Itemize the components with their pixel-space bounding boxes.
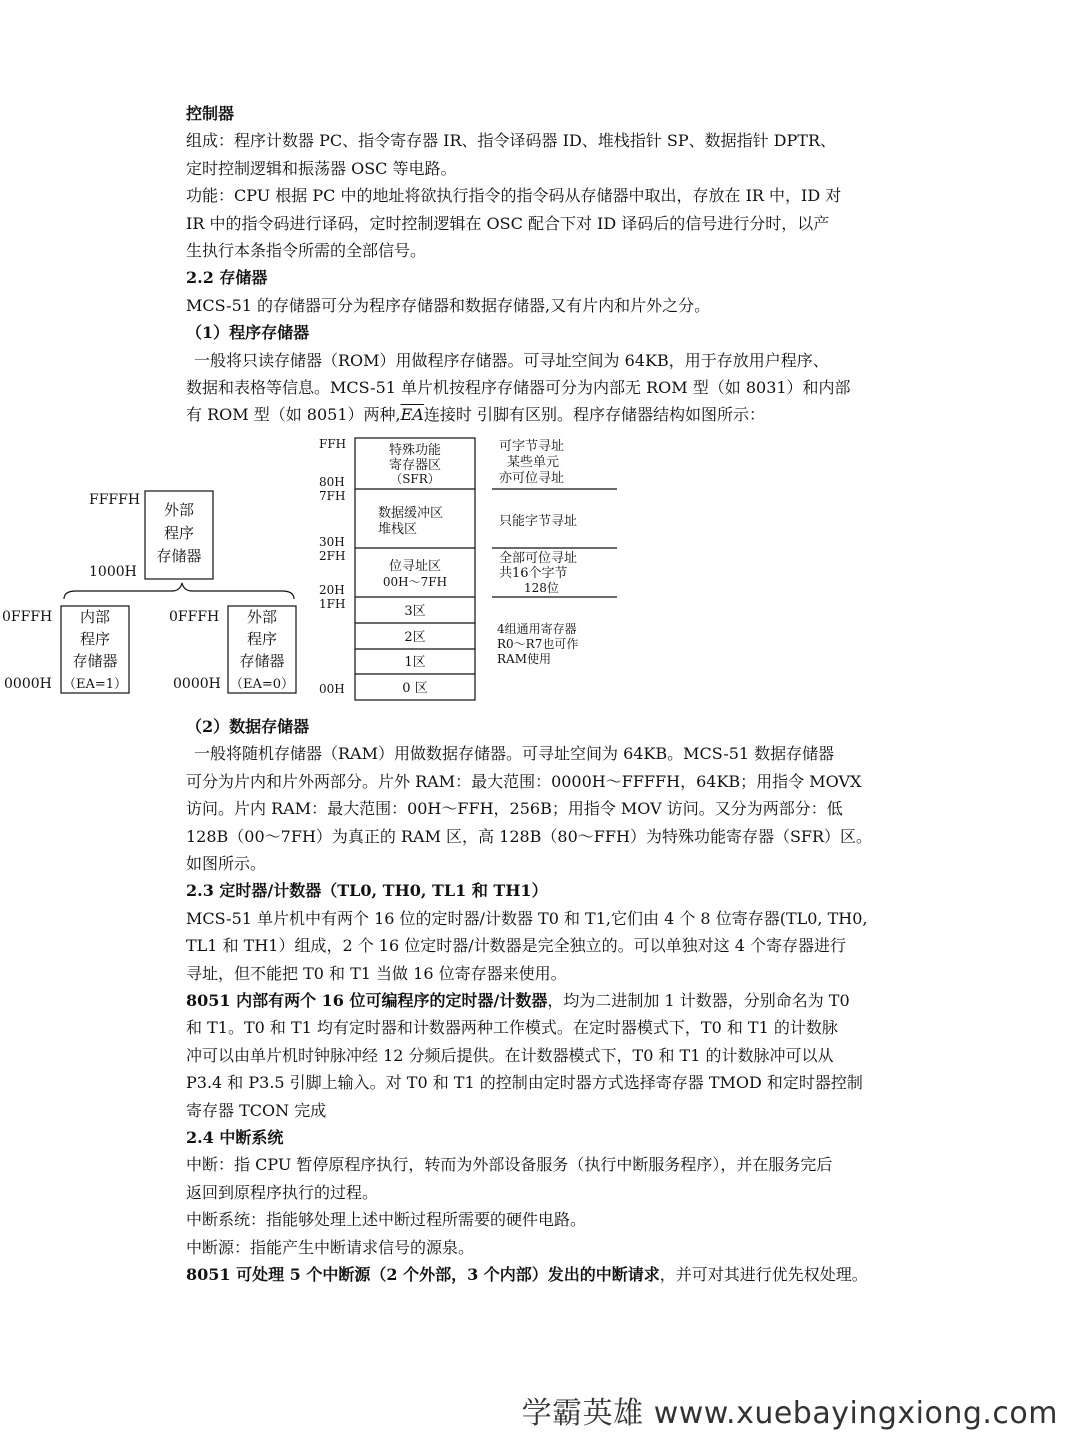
addr-7fh: 7FH (319, 488, 346, 503)
ext2-box-line-4: （EA=0） (229, 676, 295, 692)
ext2-box-line-3: 存储器 (239, 651, 285, 670)
inner-box-line-3: 存储器 (72, 651, 118, 670)
ext2-box-line-1: 外部 (246, 607, 278, 626)
ext2-box-line-2: 程序 (246, 629, 278, 648)
controller-line-1: 组成：程序计数器 PC、指令寄存器 IR、指令译码器 ID、堆栈指针 SP、数据指针 DPTR、 (186, 131, 836, 151)
desc-buffer: 只能字节寻址 (499, 513, 578, 529)
interrupt-heading: 2.4 中断系统 (186, 1127, 284, 1147)
timer-p2-line-5: 寄存器 TCON 完成 (186, 1100, 327, 1120)
ext-top-line-3: 存储器 (156, 546, 202, 565)
buffer-line-1: 数据缓冲区 (378, 505, 444, 521)
addr-2fh: 2FH (319, 548, 346, 563)
timer-p2-bold: 8051 内部有两个 16 位可编程序的定时器/计数器 (186, 990, 548, 1010)
inner-end-label: 0000H (4, 675, 52, 692)
data-memory-line-1: 一般将随机存储器（RAM）用做数据存储器。可寻址空间为 64KB。MCS-51 数据存储器 (194, 744, 835, 764)
ffffh-label: FFFFH (89, 491, 141, 508)
desc-banks-2: R0～R7也可作 (497, 636, 579, 651)
memory-intro: MCS-51 的存储器可分为程序存储器和数据存储器,又有片内和片外之分。 (186, 295, 711, 315)
controller-line-2: 定时控制逻辑和振荡器 OSC 等电路。 (186, 158, 457, 178)
site-watermark: 学霸英雄 www.xuebayingxiong.com (521, 1396, 1058, 1431)
timer-p2-line-3: 冲可以由单片机时钟脉冲经 12 分频后提供。在计数器模式下，T0 和 T1 的计数脉冲可以从 (186, 1045, 834, 1065)
program-memory-line-3b: 连接时 引脚有区别。程序存储器结构如图所示： (423, 405, 765, 425)
timer-line-3: 寻址，但不能把 T0 和 T1 当做 16 位寄存器来使用。 (186, 963, 567, 983)
controller-heading: 控制器 (186, 104, 235, 123)
interrupt-line-4: 中断源：指能产生中断请求信号的源泉。 (186, 1237, 475, 1257)
ext-top-line-2: 程序 (163, 523, 195, 542)
data-memory-line-5: 如图所示。 (186, 853, 267, 873)
interrupt-line-1: 中断：指 CPU 暂停原程序执行，转而为外部设备服务（执行中断服务程序），并在服务完后 (186, 1155, 833, 1175)
inner-start-label: 0FFFH (2, 608, 53, 625)
ext2-start-label: 0FFFH (169, 608, 220, 625)
sfr-line-2: 寄存器区 (388, 457, 442, 473)
program-memory-line-3a: 有 ROM 型（如 8051）两种, (186, 405, 401, 425)
program-memory-line-3 (186, 401, 898, 428)
data-memory-line-3: 访问。片内 RAM：最大范围：00H～FFH，256B；用指令 MOV 访问。又分为两部分：低 (186, 799, 843, 819)
program-memory-line-2: 数据和表格等信息。MCS-51 单片机按程序存储器可分为内部无 ROM 型（如 8031）和内部 (186, 378, 851, 398)
desc-bit-2: 共16个字节 (499, 565, 568, 581)
timer-p2-line-4: P3.4 和 P3.5 引脚上输入。对 T0 和 T1 的控制由定时器方式选择寄存器 TMOD 和定时器控制 (186, 1073, 863, 1093)
buffer-line-2: 堆栈区 (378, 521, 418, 537)
bitarea-line-1: 位寻址区 (388, 558, 442, 574)
bank-1: 1区 (404, 654, 426, 670)
ext2-end-label: 0000H (173, 675, 221, 692)
controller-line-3: 功能：CPU 根据 PC 中的地址将欲执行指令的指令码从存储器中取出，存放在 IR 中，ID 对 (186, 186, 842, 206)
program-memory-heading: （1）程序存储器 (186, 323, 310, 343)
desc-bit-1: 全部可位寻址 (499, 550, 578, 566)
bank-2: 2区 (404, 629, 426, 645)
timer-line-1: MCS-51 单片机中有两个 16 位的定时器/计数器 T0 和 T1,它们由 4 个 8 位寄存器(TL0, TH0, (186, 908, 868, 928)
sfr-line-1: 特殊功能 (388, 442, 442, 458)
interrupt-line-2: 返回到原程序执行的过程。 (186, 1182, 379, 1202)
desc-sfr-2: 某些单元 (507, 454, 560, 470)
document-body (2, 100, 898, 1288)
memory-structure-figure (2, 431, 898, 709)
bank-0: 0 区 (402, 680, 428, 696)
desc-banks-3: RAM使用 (497, 651, 551, 666)
range-brace (64, 583, 294, 599)
interrupt-last-line (186, 1261, 898, 1288)
inner-box-line-1: 内部 (79, 607, 111, 626)
bitarea-line-2: 00H～7FH (382, 574, 448, 589)
sfr-line-3: （SFR） (390, 471, 440, 486)
timer-p2-line-2: 和 T1。T0 和 T1 均有定时器和计数器两种工作模式。在定时器模式下，T0 和 T1 的计数脉 (186, 1018, 838, 1038)
memory-diagram (0, 431, 1080, 709)
data-memory-line-2: 可分为片内和片外两部分。片外 RAM：最大范围：0000H～FFFFH，64KB；用指令 MOVX (186, 771, 862, 791)
addr-1fh: 1FH (319, 596, 346, 611)
ext-top-line-1: 外部 (163, 500, 195, 519)
addr-30h: 30H (319, 534, 345, 549)
data-memory-heading: （2）数据存储器 (186, 716, 310, 736)
timer-line-2: TL1 和 TH1）组成，2 个 16 位定时器/计数器是完全独立的。可以单独对这 4 个寄存器进行 (186, 936, 846, 956)
inner-box-line-4: （EA=1） (62, 676, 128, 692)
addr-00h: 00H (319, 681, 345, 696)
bank-3: 3区 (404, 603, 426, 619)
inner-box-line-2: 程序 (79, 629, 111, 648)
program-memory-line-1: 一般将只读存储器（ROM）用做程序存储器。可寻址空间为 64KB，用于存放用户程序、 (194, 350, 829, 370)
desc-banks-1: 4组通用寄存器 (497, 621, 577, 636)
ea-pin-label: $\overline{EA}$ (400, 405, 424, 425)
addr-ffh: FFH (319, 436, 347, 451)
memory-heading: 2.2 存储器 (186, 268, 268, 288)
addr-20h: 20H (319, 582, 345, 597)
desc-sfr-3: 亦可位寻址 (499, 470, 565, 486)
desc-bit-3: 128位 (524, 580, 559, 595)
data-memory-line-4: 128B（00～7FH）为真正的 RAM 区，高 128B（80～FFH）为特殊功能寄存器（SFR）区。 (186, 826, 873, 846)
interrupt-line-3: 中断系统：指能够处理上述中断过程所需要的硬件电路。 (186, 1210, 587, 1230)
h1000-label: 1000H (89, 563, 137, 580)
interrupt-last-bold: 8051 可处理 5 个中断源（2 个外部，3 个内部）发出的中断请求 (186, 1265, 660, 1284)
addr-80h: 80H (319, 474, 345, 489)
timer-p2-line-1 (186, 987, 898, 1014)
timer-p2-rest: ，均为二进制加 1 计数器，分别命名为 T0 (547, 990, 850, 1010)
desc-sfr-1: 可字节寻址 (499, 438, 565, 454)
timer-heading: 2.3 定时器/计数器（TL0, TH0, TL1 和 TH1） (186, 881, 548, 901)
controller-line-5: 生执行本条指令所需的全部信号。 (186, 241, 427, 261)
controller-line-4: IR 中的指令码进行译码，定时控制逻辑在 OSC 配合下对 ID 译码后的信号进行分时，以产 (186, 213, 830, 233)
interrupt-last-rest: ，并可对其进行优先权处理。 (659, 1265, 868, 1284)
